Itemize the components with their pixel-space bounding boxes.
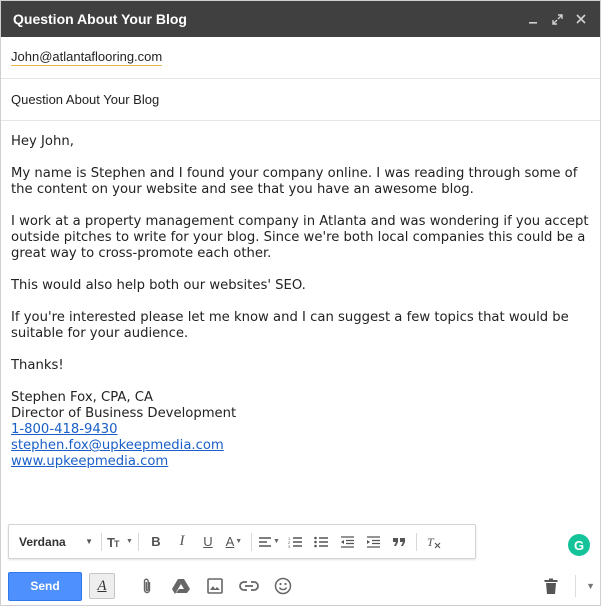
toolbar-divider xyxy=(101,533,102,551)
indent-less-button[interactable] xyxy=(335,530,359,554)
toolbar-divider xyxy=(575,575,576,597)
font-family-select[interactable] xyxy=(15,535,97,549)
svg-text:3: 3 xyxy=(287,543,291,548)
signature-email-link[interactable]: stephen.fox@upkeepmedia.com xyxy=(11,438,224,453)
font-size-button[interactable]: T T ▼ xyxy=(107,534,133,549)
toolbar-divider xyxy=(138,533,139,551)
italic-button[interactable]: I xyxy=(179,533,185,549)
to-field[interactable] xyxy=(1,37,600,79)
body-paragraph-5: Thanks! xyxy=(11,358,64,373)
minimize-icon[interactable] xyxy=(522,8,544,30)
body-paragraph-3: This would also help both our websites' SEO. xyxy=(11,278,306,293)
bulleted-list-button[interactable] xyxy=(309,530,333,554)
google-drive-icon[interactable] xyxy=(167,572,195,600)
signature xyxy=(11,390,590,470)
numbered-list-button[interactable] xyxy=(283,530,307,554)
svg-text:T: T xyxy=(426,534,434,549)
signature-website-link[interactable]: www.upkeepmedia.com xyxy=(11,454,169,469)
svg-text:1: 1 xyxy=(287,535,291,541)
attach-file-icon[interactable] xyxy=(133,572,161,600)
subject-value[interactable]: Question About Your Blog xyxy=(11,92,160,107)
subject-field[interactable] xyxy=(1,79,600,121)
send-button[interactable]: Send xyxy=(8,572,82,601)
formatting-options-toggle[interactable]: A xyxy=(89,573,115,599)
body-paragraph-1: My name is Stephen and I found your company online. I was reading through some of the content on your website and see that you have an awesome blog. xyxy=(11,166,578,197)
indent-more-button[interactable] xyxy=(361,530,385,554)
insert-photo-icon[interactable] xyxy=(201,572,229,600)
chevron-down-icon: ▼ xyxy=(85,537,93,546)
text-color-button[interactable]: A ▼ xyxy=(225,534,243,549)
bold-button[interactable]: B xyxy=(151,534,161,549)
greeting: Hey John, xyxy=(11,134,74,149)
body-paragraph-4: If you're interested please let me know and I can suggest a few topics that would be suitable for your audience. xyxy=(11,310,569,341)
numbered-list-icon xyxy=(288,536,302,548)
text-color-icon: A xyxy=(225,534,235,549)
close-icon[interactable] xyxy=(570,8,592,30)
compose-titlebar[interactable] xyxy=(1,1,600,37)
quote-button[interactable] xyxy=(387,530,411,554)
grammarly-icon[interactable]: G xyxy=(568,534,590,556)
toolbar-divider xyxy=(251,533,252,551)
toolbar-divider xyxy=(416,533,417,551)
indent-less-icon xyxy=(340,536,354,548)
recipient-address[interactable]: John@atlantaflooring.com xyxy=(11,49,163,64)
bulleted-list-icon xyxy=(314,536,328,548)
remove-formatting-button[interactable] xyxy=(422,530,446,554)
expand-icon[interactable] xyxy=(546,8,568,30)
svg-text:T: T xyxy=(107,534,115,549)
font-family-value: Verdana xyxy=(19,534,66,549)
insert-emoji-icon[interactable] xyxy=(269,572,297,600)
svg-text:T: T xyxy=(114,538,120,549)
svg-text:2: 2 xyxy=(287,539,291,545)
body-paragraph-2: I work at a property management company in Atlanta and was wondering if you accept outside pitches to write for your blog. Since we're both local companies this could be a great way to cross-promote each other. xyxy=(11,214,589,261)
discard-draft-icon[interactable] xyxy=(537,572,565,600)
compose-title: Question About Your Blog xyxy=(13,11,187,27)
signature-name: Stephen Fox, CPA, CA xyxy=(11,390,153,405)
formatting-toolbar xyxy=(8,524,476,559)
quote-icon xyxy=(392,536,406,548)
underline-button[interactable]: U xyxy=(203,534,213,549)
signature-role: Director of Business Development xyxy=(11,406,237,421)
align-left-icon xyxy=(258,536,272,548)
indent-more-icon xyxy=(366,536,380,548)
align-button[interactable]: ▼ xyxy=(257,530,281,554)
insert-link-icon[interactable] xyxy=(235,572,263,600)
compose-bottom-toolbar xyxy=(1,567,601,605)
message-body[interactable] xyxy=(1,121,600,470)
font-size-icon xyxy=(107,535,125,549)
remove-formatting-icon xyxy=(427,535,441,549)
signature-phone-link[interactable]: 1-800-418-9430 xyxy=(11,422,118,437)
more-options-icon[interactable]: ▼ xyxy=(586,581,595,591)
